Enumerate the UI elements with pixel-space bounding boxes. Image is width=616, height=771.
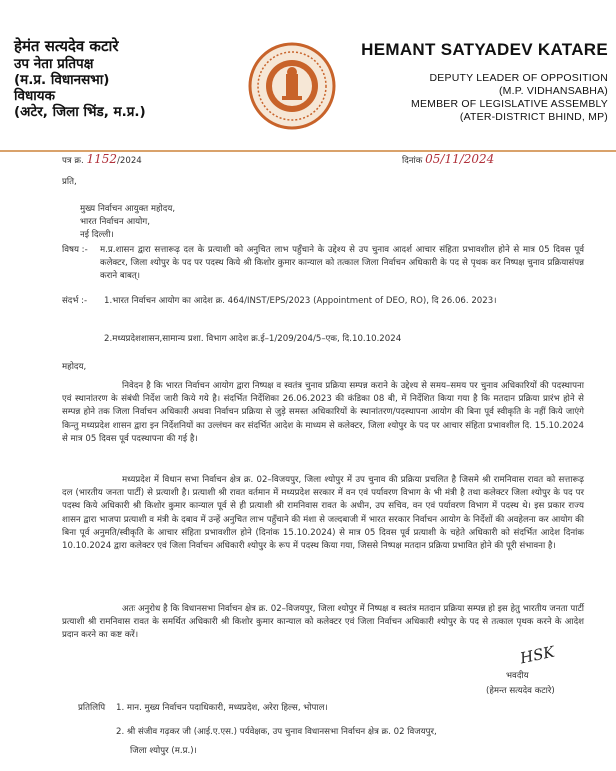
- letterhead-line: (म.प्र. विधानसभा): [14, 72, 110, 88]
- letter-date: [402, 153, 494, 168]
- letterhead-line: (M.P. VIDHANSABHA): [498, 85, 608, 97]
- prati: प्रति,: [62, 177, 77, 187]
- letter-number-year: /2024: [116, 156, 142, 166]
- letterhead-line: (ATER-DISTRICT BHIND, MP): [459, 111, 608, 123]
- body-paragraph: अतः अनुरोध है कि विधानसभा निर्वाचन क्षेत्र क्र. 02–विजयपुर, जिला श्योपुर में निष्पक्ष व स्वतंत्र मतदान प्रक्रिया सम्पन्न हो इस हेतु भारतीय जनता पार्टी प्रत्याशी श्री रामनिवास रावत के समर्थित अधिकारी श्री किशोर कुमार कान्याल को कलेक्टर एवं जिला निर्वाचन अधिकारी श्योपुर के पद से तत्काल पृथक करने के आदेश प्रदान करने का कष्ट करें।: [62, 604, 584, 641]
- signature-image: HSK: [518, 642, 557, 668]
- reference-item: 2.मध्यप्रदेशशासन,सामान्य प्रशा. विभाग आदेश क्र.ई–1/209/204/5–एक, दि.10.10.2024: [104, 334, 402, 344]
- letter-number-value: 1152: [86, 152, 117, 166]
- letterhead-line: (अटेर, जिला भिंड, म.प्र.): [14, 104, 146, 120]
- copy-item: 1. मान. मुख्य निर्वाचन पदाधिकारी, मध्यप्रदेश, अरेरा हिल्स, भोपाल।: [116, 703, 328, 713]
- addressee-line: भारत निर्वाचन आयोग,: [80, 217, 150, 228]
- letter-date-value: 05/11/2024: [425, 152, 495, 166]
- letter-number-label: पत्र क्र.: [62, 156, 84, 166]
- body-paragraph: निवेदन है कि भारत निर्वाचन आयोग द्वारा निष्पक्ष व स्वतंत्र चुनाव प्रक्रिया सम्पन्न कराने के उद्देश्य से समय–समय पर चुनाव अधिकारियों की पदस्थापना एवं स्थानांतरण के संबंधी निर्देश जारी किये गये है। संदर्भित निर्देशिका 26.06.2023 की कंडिका 08 बी, में निर्देशित किया गया है कि मतदान प्रक्रिया प्रारंभ होने से सम्पन्न होने तक जिला निर्वाचन अधिकारी अथवा निर्वाचन प्रक्रिया से जुड़े समस्त अधिकारियों के स्थानांतरण/पदस्थापना आयोग की बिना पूर्व स्वीकृति के नहीं किये जाएंगे किन्तु मध्यप्रदेश शासन द्वारा इन निर्देशनियों का उल्लंघन कर संदर्भित आदेश के माध्यम से कलेक्टर, जिला श्योपुर के पद पर आचार संहिता प्रभावशील दि. 15.10.2024 से मात्र 05 दिवस पूर्व पदस्थापना की गई है।: [62, 381, 584, 444]
- copy-item: 2. श्री संजीव गढ़कर जी (आई.ए.एस.) पर्यवेक्षक, उप चुनाव विधानसभा निर्वाचन क्षेत्र क्र. 02 विजयपुर,: [116, 727, 437, 737]
- reference-label: संदर्भ :-: [62, 296, 88, 306]
- subject-text: म.प्र.शासन द्वारा सत्तारूढ़ दल के प्रत्याशी को अनुचित लाभ पहुँचाने के उद्देश्य से उप चुनाव आदर्श आचार संहिता प्रभावशील होने से मात्र 05 दिवस पूर्व कलेक्टर, जिला श्योपुर के पद पर पदस्थ किये श्री किशोर कुमार कान्याल को तत्काल जिला निर्वाचन अधिकारी के पद से पृथक कर निष्पक्ष चुनाव प्रक्रियासंपन्न कराने बाबत्।: [100, 245, 584, 282]
- letterhead-right: [361, 40, 608, 124]
- addressee-line: मुख्य निर्वाचन आयुक्त महोदय,: [80, 204, 176, 214]
- copy-item: जिला श्योपुर (म.प्र.)।: [130, 746, 197, 756]
- reference-item: 1.भारत निर्वाचन आयोग का आदेश क्र. 464/INST/EPS/2023 (Appointment of DEO, RO), दि 26.06. 2023।: [104, 296, 497, 306]
- addressee-line: नई दिल्ली।: [80, 230, 114, 241]
- addressee: [80, 203, 175, 243]
- body-paragraph: मध्यप्रदेश में विधान सभा निर्वाचन क्षेत्र क्र. 02–विजयपुर, जिला श्योपुर में उप चुनाव की प्रक्रिया प्रचलित है जिसमे श्री रामनिवास रावत को सत्तारूढ़ दल (भारतीय जनता पार्टी) से प्रत्याशी है। प्रत्याशी श्री रावत वर्तमान में मध्यप्रदेश सरकार में वन एवं पर्यावरण विभाग के भी मंत्री है तथा कलेक्टर जिला श्योपुर के पद पर पदस्थ किये अधिकारी श्री किशोर कुमार कान्याल पूर्व से ही प्रत्याशी श्री रामनिवास रावत के अधीन, उप सचिव, वन एवं पर्यावरण विभाग में पदस्थ थे। इस प्रकार राज्य शासन द्वारा भाजपा प्रत्याशी व मंत्री के दबाव में उन्हें अनुचित लाभ पहुँचाने की मंशा से जल्दबाजी में भारत सरकार निर्वाचन आयोग के निर्देशों की अवहेलना कर आयोग की बिना पूर्व अनुमति/स्वीकृति के आचार संहिता प्रभावशील होने (दिनांक 15.10.2024) से मात्र 05 दिवस पूर्व प्रत्याशी के चहेते अधिकारी को संदर्भित आदेश दिनांक 10.10.2024 द्वारा कलेक्टर एवं जिला निर्वाचन अधिकारी श्योपुर के रूप में पदस्थ किया गया, जिससे निष्पक्ष मतदान प्रक्रिया प्रभावित होने की पूरी संभावना है।: [62, 475, 584, 552]
- copy-label: प्रतिलिपि: [78, 703, 106, 713]
- closing-name: (हेमन्त सत्यदेव कटारे): [486, 686, 555, 696]
- letter-number: [62, 153, 142, 168]
- letterhead-line: MEMBER OF LEGISLATIVE ASSEMBLY: [411, 98, 608, 110]
- salutation: महोदय,: [62, 362, 87, 372]
- state-emblem-icon: [248, 42, 336, 130]
- letter-date-label: दिनांक: [402, 156, 423, 166]
- letterhead-name-hindi: हेमंत सत्यदेव कटारे: [14, 37, 119, 55]
- subject-label: विषय :-: [62, 245, 88, 255]
- letterhead-name-english: HEMANT SATYADEV KATARE: [361, 40, 608, 59]
- letterhead-left: [14, 38, 146, 120]
- closing-bhavdiya: भवदीय: [506, 671, 529, 681]
- letterhead-line: उप नेता प्रतिपक्ष: [14, 56, 94, 72]
- letterhead-line: DEPUTY LEADER OF OPPOSITION: [429, 72, 608, 84]
- letterhead-line: विधायक: [14, 88, 55, 104]
